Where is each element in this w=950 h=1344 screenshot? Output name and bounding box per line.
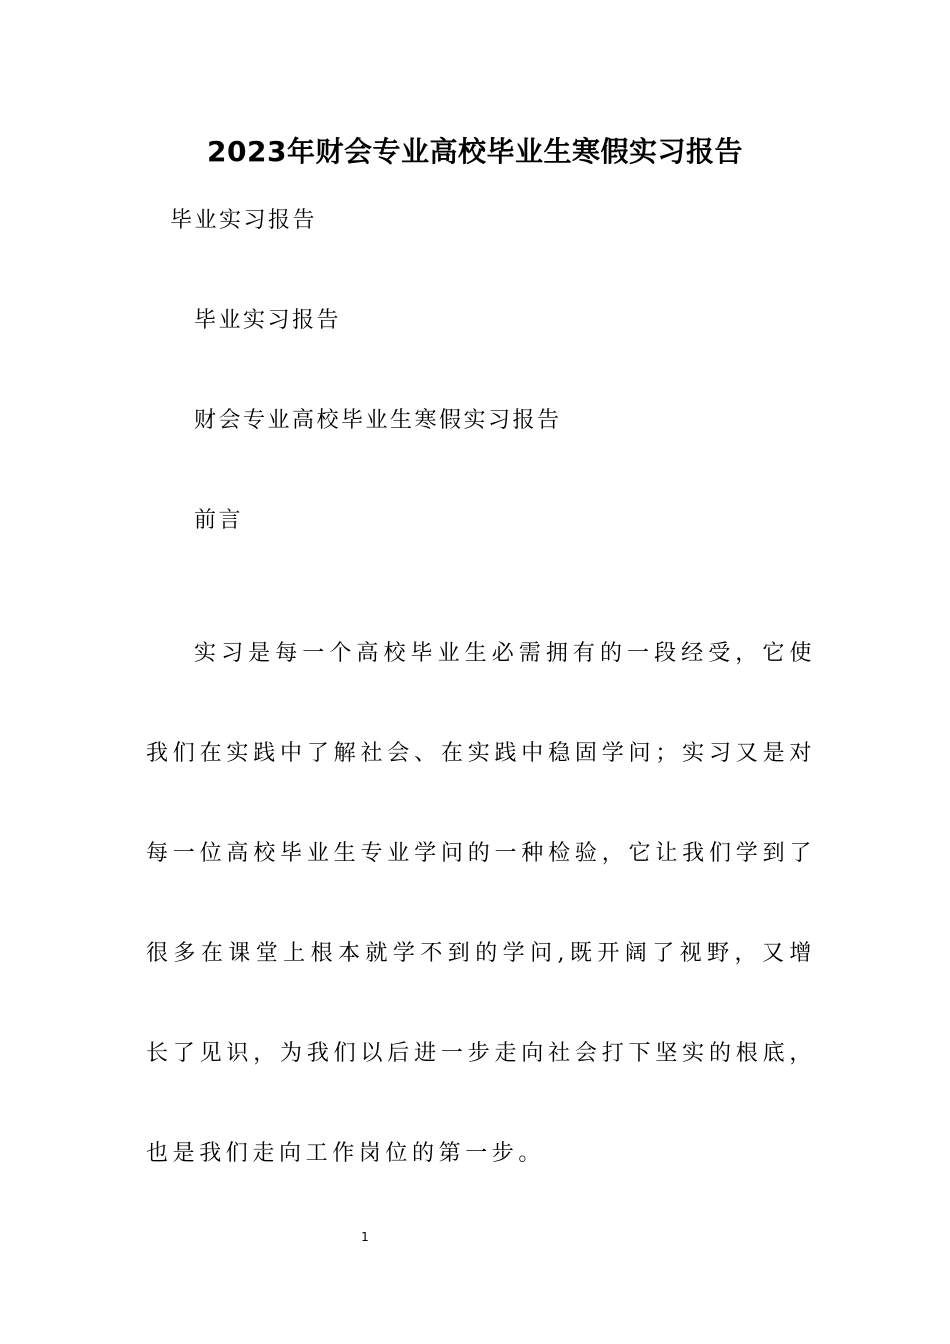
- category-label: 毕业实习报告: [170, 208, 318, 233]
- page-number: 1: [361, 1230, 369, 1244]
- document-title: 2023年财会专业高校毕业生寒假实习报告: [207, 135, 743, 168]
- preface-paragraph: 实习是每一个高校毕业生必需拥有的一段经受，它使我们在实践中了解社会、在实践中稳固学问；实习又是对每一位高校毕业生专业学问的一种检验，它让我们学到了很多在课堂上根本就学不到的学问,既开阔了视野，又增长了见识，为我们以后进一步走向社会打下坚实的根底，也是我们走向工作岗位的第一步。: [146, 641, 816, 1166]
- subheading-graduation-report: 毕业实习报告: [194, 308, 342, 333]
- subheading-report-title: 财会专业高校毕业生寒假实习报告: [194, 408, 562, 433]
- section-heading-preface: 前言: [194, 508, 244, 533]
